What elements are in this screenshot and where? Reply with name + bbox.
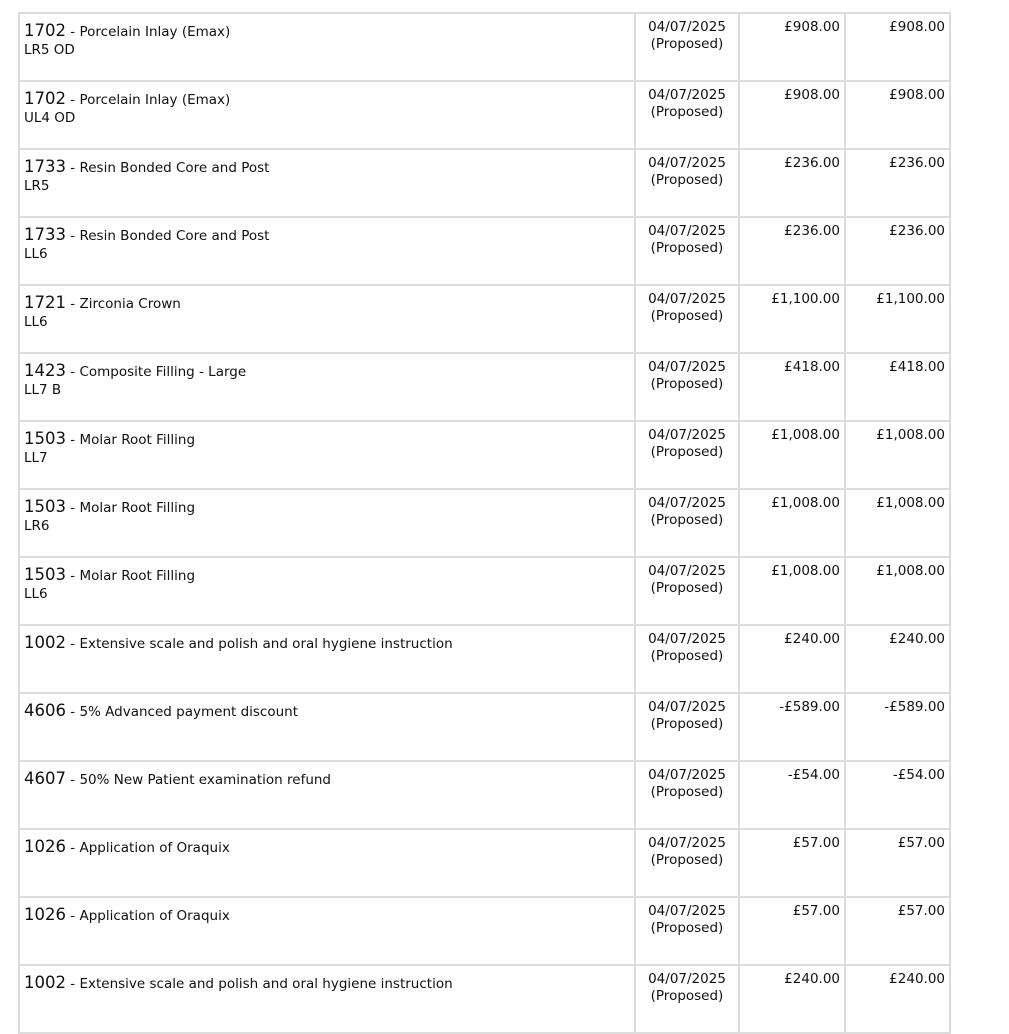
- treatment-date: 04/07/2025: [648, 359, 726, 375]
- treatment-name: 50% New Patient examination refund: [79, 772, 332, 788]
- treatment-fee: £1,008.00: [739, 421, 845, 489]
- code-separator: -: [66, 160, 80, 176]
- treatment-total: £1,008.00: [845, 421, 950, 489]
- treatment-fee: £236.00: [739, 217, 845, 285]
- treatment-code: 1702: [24, 21, 66, 40]
- table-row: [19, 81, 950, 149]
- treatment-code: 1721: [24, 293, 66, 312]
- treatment-name: Porcelain Inlay (Emax): [79, 24, 231, 40]
- treatment-code: 1702: [24, 89, 66, 108]
- treatment-status: (Proposed): [650, 648, 724, 664]
- code-separator: -: [66, 772, 80, 788]
- treatment-date: 04/07/2025: [648, 155, 726, 171]
- treatment-description: [19, 149, 635, 217]
- treatment-date-cell: [635, 421, 739, 489]
- treatment-status: (Proposed): [650, 512, 724, 528]
- treatment-date-cell: [635, 557, 739, 625]
- table-row: [19, 421, 950, 489]
- treatment-rows: [19, 13, 950, 1033]
- code-separator: -: [66, 976, 80, 992]
- code-separator: -: [66, 364, 80, 380]
- table-row: [19, 149, 950, 217]
- code-separator: -: [66, 432, 80, 448]
- treatment-name: Extensive scale and polish and oral hygiene instruction: [79, 636, 453, 652]
- treatment-fee: £1,008.00: [739, 489, 845, 557]
- code-separator: -: [66, 296, 80, 312]
- treatment-name: Application of Oraquix: [79, 840, 230, 856]
- treatment-code: 1026: [24, 837, 66, 856]
- table-row: [19, 13, 950, 81]
- treatment-date: 04/07/2025: [648, 971, 726, 987]
- treatment-name: Porcelain Inlay (Emax): [79, 92, 231, 108]
- treatment-status: (Proposed): [650, 104, 724, 120]
- treatment-status: (Proposed): [650, 172, 724, 188]
- treatment-name: Molar Root Filling: [79, 432, 196, 448]
- treatment-fee: -£589.00: [739, 693, 845, 761]
- treatment-status: (Proposed): [650, 444, 724, 460]
- treatment-name: Composite Filling - Large: [79, 364, 247, 380]
- treatment-status: (Proposed): [650, 716, 724, 732]
- table-row: [19, 625, 950, 693]
- treatment-status: (Proposed): [650, 988, 724, 1004]
- treatment-code: 1002: [24, 973, 66, 992]
- treatment-code: 4607: [24, 769, 66, 788]
- treatment-date-cell: [635, 13, 739, 81]
- code-separator: -: [66, 704, 80, 720]
- treatment-fee: £1,100.00: [739, 285, 845, 353]
- treatment-date-cell: [635, 897, 739, 965]
- treatment-fee: £908.00: [739, 81, 845, 149]
- treatment-date: 04/07/2025: [648, 835, 726, 851]
- treatment-description: [19, 829, 635, 897]
- tooth-notation: LL6: [24, 314, 48, 330]
- treatment-date: 04/07/2025: [648, 767, 726, 783]
- treatment-total: £240.00: [845, 965, 950, 1033]
- treatment-name: Molar Root Filling: [79, 500, 196, 516]
- treatment-description: [19, 217, 635, 285]
- treatment-status: (Proposed): [650, 920, 724, 936]
- treatment-fee: £418.00: [739, 353, 845, 421]
- treatment-total: £57.00: [845, 829, 950, 897]
- treatment-code: 1423: [24, 361, 66, 380]
- treatment-name: 5% Advanced payment discount: [79, 704, 299, 720]
- treatment-description: [19, 81, 635, 149]
- treatment-date-cell: [635, 829, 739, 897]
- treatment-code: 1503: [24, 497, 66, 516]
- table-row: [19, 897, 950, 965]
- treatment-date-cell: [635, 761, 739, 829]
- treatment-code: 1026: [24, 905, 66, 924]
- treatment-name: Zirconia Crown: [79, 296, 181, 312]
- treatment-status: (Proposed): [650, 308, 724, 324]
- tooth-notation: LL6: [24, 586, 48, 602]
- tooth-notation: LL7: [24, 450, 48, 466]
- treatment-fee: £57.00: [739, 897, 845, 965]
- treatment-description: [19, 421, 635, 489]
- treatment-fee: £240.00: [739, 625, 845, 693]
- treatment-status: (Proposed): [650, 852, 724, 868]
- code-separator: -: [66, 840, 80, 856]
- treatment-description: [19, 353, 635, 421]
- treatment-date-cell: [635, 353, 739, 421]
- treatment-date: 04/07/2025: [648, 699, 726, 715]
- treatment-name: Molar Root Filling: [79, 568, 196, 584]
- code-separator: -: [66, 92, 80, 108]
- treatment-name: Resin Bonded Core and Post: [79, 160, 270, 176]
- treatment-total: £240.00: [845, 625, 950, 693]
- treatment-total: £1,008.00: [845, 557, 950, 625]
- treatment-description: [19, 761, 635, 829]
- treatment-name: Application of Oraquix: [79, 908, 230, 924]
- treatment-total: -£54.00: [845, 761, 950, 829]
- treatment-status: (Proposed): [650, 784, 724, 800]
- treatment-description: [19, 965, 635, 1033]
- tooth-notation: LL6: [24, 246, 48, 262]
- tooth-notation: LL7 B: [24, 382, 62, 398]
- table-row: [19, 557, 950, 625]
- table-row: [19, 353, 950, 421]
- code-separator: -: [66, 228, 80, 244]
- treatment-description: [19, 489, 635, 557]
- treatment-code: 1503: [24, 565, 66, 584]
- treatment-fee: -£54.00: [739, 761, 845, 829]
- tooth-notation: LR6: [24, 518, 50, 534]
- treatment-description: [19, 897, 635, 965]
- treatment-description: [19, 625, 635, 693]
- tooth-notation: LR5: [24, 178, 50, 194]
- treatment-fee: £908.00: [739, 13, 845, 81]
- code-separator: -: [66, 500, 80, 516]
- treatment-date: 04/07/2025: [648, 19, 726, 35]
- treatment-date: 04/07/2025: [648, 631, 726, 647]
- treatment-name: Extensive scale and polish and oral hygiene instruction: [79, 976, 453, 992]
- treatment-date-cell: [635, 217, 739, 285]
- treatment-date-cell: [635, 81, 739, 149]
- treatment-date-cell: [635, 285, 739, 353]
- treatment-description: [19, 693, 635, 761]
- treatment-total: £1,100.00: [845, 285, 950, 353]
- treatment-date-cell: [635, 965, 739, 1033]
- table-row: [19, 693, 950, 761]
- treatment-total: £908.00: [845, 13, 950, 81]
- treatment-description: [19, 557, 635, 625]
- tooth-notation: LR5 OD: [24, 42, 75, 58]
- treatment-code: 1002: [24, 633, 66, 652]
- treatment-description: [19, 285, 635, 353]
- table-row: [19, 489, 950, 557]
- treatment-date: 04/07/2025: [648, 87, 726, 103]
- treatment-status: (Proposed): [650, 240, 724, 256]
- treatment-fee: £1,008.00: [739, 557, 845, 625]
- treatment-date: 04/07/2025: [648, 495, 726, 511]
- treatment-status: (Proposed): [650, 580, 724, 596]
- table-row: [19, 965, 950, 1033]
- treatment-date-cell: [635, 625, 739, 693]
- treatment-code: 4606: [24, 701, 66, 720]
- tooth-notation: UL4 OD: [24, 110, 76, 126]
- treatment-date: 04/07/2025: [648, 427, 726, 443]
- treatment-code: 1733: [24, 157, 66, 176]
- treatment-total: £236.00: [845, 149, 950, 217]
- treatment-date: 04/07/2025: [648, 903, 726, 919]
- treatment-total: £1,008.00: [845, 489, 950, 557]
- treatment-date-cell: [635, 149, 739, 217]
- treatment-fee: £240.00: [739, 965, 845, 1033]
- treatment-name: Resin Bonded Core and Post: [79, 228, 270, 244]
- treatment-total: £418.00: [845, 353, 950, 421]
- treatment-fee: £236.00: [739, 149, 845, 217]
- treatment-status: (Proposed): [650, 376, 724, 392]
- code-separator: -: [66, 568, 80, 584]
- table-row: [19, 217, 950, 285]
- treatment-total: £57.00: [845, 897, 950, 965]
- treatment-plan-table: [18, 12, 951, 1034]
- treatment-code: 1503: [24, 429, 66, 448]
- treatment-fee: £57.00: [739, 829, 845, 897]
- treatment-description: [19, 13, 635, 81]
- treatment-date: 04/07/2025: [648, 223, 726, 239]
- table-row: [19, 761, 950, 829]
- table-row: [19, 285, 950, 353]
- table-row: [19, 829, 950, 897]
- treatment-status: (Proposed): [650, 36, 724, 52]
- treatment-date-cell: [635, 489, 739, 557]
- code-separator: -: [66, 24, 80, 40]
- treatment-date-cell: [635, 693, 739, 761]
- treatment-total: -£589.00: [845, 693, 950, 761]
- treatment-total: £908.00: [845, 81, 950, 149]
- treatment-date: 04/07/2025: [648, 291, 726, 307]
- code-separator: -: [66, 636, 80, 652]
- treatment-code: 1733: [24, 225, 66, 244]
- code-separator: -: [66, 908, 80, 924]
- treatment-date: 04/07/2025: [648, 563, 726, 579]
- treatment-total: £236.00: [845, 217, 950, 285]
